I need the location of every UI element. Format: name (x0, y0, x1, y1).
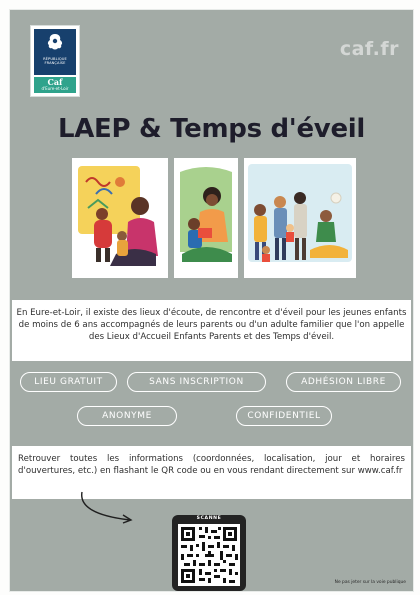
pill-confidential: CONFIDENTIEL (236, 406, 332, 426)
intro-panel (12, 300, 411, 361)
info-panel (12, 446, 411, 499)
illustration-family (244, 158, 356, 278)
republic-emblem (34, 29, 76, 75)
intro-text: En Eure-et-Loir, il existe des lieux d'écoute, de rencontre et d'éveil pour les jeunes enfants de moins de 6 ans accompagnés de leurs parents ou d'un adulte familier que l'on appelle des Lieux d'Accueil Enfants Parents et des Temps d'éveil. (16, 308, 407, 342)
department-label: d'Eure-et-Loir (41, 86, 69, 91)
curved-arrow-icon (76, 486, 136, 526)
qr-scan-label: SCANNE (196, 516, 222, 521)
page-title: LAEP & Temps d'éveil (57, 114, 366, 144)
info-text: Retrouver toutes les informations (coordonnées, localisation, jour et horaires d'ouvertures, etc.) en flashant le QR code ou en vous rendant directement sur www.caf.fr (18, 454, 405, 476)
caf-label: Caf (47, 77, 63, 87)
pill-free-place: LIEU GRATUIT (20, 372, 117, 392)
caf-badge (34, 77, 76, 93)
footer-note: Ne pas jeter sur la voie publique (334, 580, 406, 585)
marianne-icon (42, 32, 68, 52)
pill-no-registration: SANS INSCRIPTION (127, 372, 266, 392)
brand-wordmark: caf.fr (339, 38, 399, 60)
pill-anonymous: ANONYME (77, 406, 177, 426)
qr-code-frame[interactable] (172, 515, 246, 591)
pill-free-membership: ADHÉSION LIBRE (286, 372, 401, 392)
illustration-reading (174, 158, 238, 278)
qr-code-icon[interactable] (178, 524, 240, 586)
poster (9, 9, 414, 592)
republic-text: RÉPUBLIQUE FRANÇAISE (43, 57, 67, 65)
caf-logo (30, 25, 80, 97)
illustration-painting (72, 158, 168, 278)
